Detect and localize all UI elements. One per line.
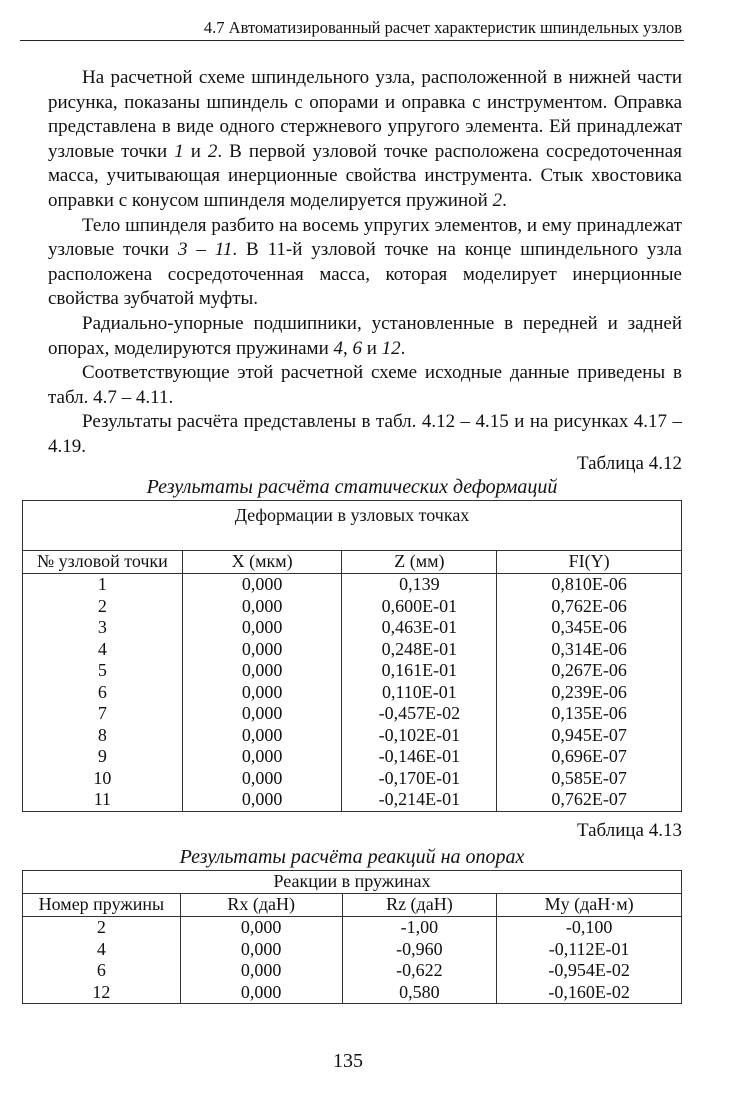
table-cell: 0,000: [182, 574, 342, 596]
table-row: [23, 768, 682, 790]
table-cell: -0,214E-01: [342, 789, 497, 811]
column-header: Номер пружины: [23, 894, 181, 917]
table-cell: 0,135E-06: [497, 703, 682, 725]
text: . В 11-й узловой точке на конце шпиндельного узла расположена сосредоточенная масса, которая моделирует инерционные свойства зубчатой муфты.: [48, 239, 682, 310]
page-number: 135: [333, 1050, 363, 1072]
table-cell: 0,267E-06: [497, 660, 682, 682]
table-cell: 0,110E-01: [342, 682, 497, 704]
table-cell: 12: [23, 982, 181, 1004]
paragraph: [48, 361, 682, 410]
table-cell: 2: [23, 596, 183, 618]
table-cell: -0,457E-02: [342, 703, 497, 725]
text: . В первой узловой точке расположена сосредоточенная масса, учитывающая инерционные свойства инструмента. Стык хвостовика оправки с конусом шпинделя моделируется пружиной: [48, 140, 682, 211]
text: Результаты расчёта представлены в табл. 4.12 – 4.15 и на рисунках 4.17 – 4.19.: [48, 411, 682, 457]
table-row: [23, 982, 682, 1004]
column-header: Rz (даН): [342, 894, 497, 917]
body-text: [48, 66, 682, 460]
table-row: [23, 917, 682, 939]
text: Соответствующие этой расчетной схеме исходные данные приведены в табл. 4.7 – 4.11.: [48, 362, 682, 408]
table-row: [23, 789, 682, 811]
table-cell: -0,170E-01: [342, 768, 497, 790]
table-cell: 4: [23, 939, 181, 961]
table-cell: -0,112E-01: [497, 939, 682, 961]
table-cell: 0,161E-01: [342, 660, 497, 682]
column-header: Z (мм): [342, 551, 497, 574]
table-cell: 0,000: [180, 960, 342, 982]
table-row: [23, 960, 682, 982]
table-row: [23, 703, 682, 725]
table-cell: 10: [23, 768, 183, 790]
table-cell: 7: [23, 703, 183, 725]
column-header: My (даН·м): [497, 894, 682, 917]
node-ref: 3 – 11: [177, 239, 233, 261]
table-cell: 0,314E-06: [497, 639, 682, 661]
spring-ref: 12: [381, 337, 401, 359]
table-cell: 0,600E-01: [342, 596, 497, 618]
text: Радиально-упорные подшипники, установленные в передней и задней опорах, моделируются пружинами: [48, 312, 682, 359]
running-header: 4.7 Автоматизированный расчет характеристик шпиндельных узлов: [203, 18, 682, 37]
table-cell: 0,000: [182, 682, 342, 704]
paragraph: [48, 66, 682, 214]
group-header: Реакции в пружинах: [23, 871, 682, 894]
paragraph: [48, 312, 682, 361]
table-cell: 0,000: [182, 789, 342, 811]
table-label: Таблица 4.13: [576, 820, 682, 841]
table-row: [23, 596, 682, 618]
table-cell: 5: [23, 660, 183, 682]
group-header: Деформации в узловых точках: [23, 501, 682, 551]
header-rule: [20, 40, 684, 41]
spring-ref: 6: [352, 337, 362, 359]
text: и: [361, 337, 382, 359]
table-cell: 0,000: [182, 660, 342, 682]
deformations-table: [22, 500, 682, 812]
table-cell: 11: [23, 789, 183, 811]
table-cell: 0,000: [182, 703, 342, 725]
column-header: Rx (даН): [180, 894, 342, 917]
table-row: [23, 617, 682, 639]
table-cell: -0,960: [342, 939, 497, 961]
table-cell: 0,000: [182, 596, 342, 618]
table-row: [23, 746, 682, 768]
table-cell: 0,580: [342, 982, 497, 1004]
text: На расчетной схеме шпиндельного узла, расположенной в нижней части рисунка, показаны шпиндель с опорами и оправка с инструментом. Оправка представлена в виде одного стержневого упругого элемента. Ей принадлежат узловые точки: [48, 67, 682, 162]
table-cell: 0,345E-06: [497, 617, 682, 639]
text: .: [400, 337, 406, 359]
node-ref: 2: [207, 140, 218, 162]
table-cell: 0,139: [342, 574, 497, 596]
table-row: [23, 682, 682, 704]
table-cell: -0,622: [342, 960, 497, 982]
table-row: [23, 725, 682, 747]
table-row: [23, 574, 682, 596]
table-cell: 0,000: [180, 939, 342, 961]
table-cell: 0,000: [182, 768, 342, 790]
table-cell: 0,000: [182, 725, 342, 747]
table-cell: 0,239E-06: [497, 682, 682, 704]
table-cell: 4: [23, 639, 183, 661]
table-cell: 0,000: [182, 639, 342, 661]
paragraph: [48, 214, 682, 312]
text: Тело шпинделя разбито на восемь упругих элементов, и ему принадлежат узловые точки: [48, 214, 682, 261]
table-cell: 6: [23, 960, 181, 982]
table-cell: 0,585E-07: [497, 768, 682, 790]
table-cell: 0,762E-07: [497, 789, 682, 811]
table-cell: -0,954E-02: [497, 960, 682, 982]
node-ref: 1: [174, 140, 184, 162]
table-cell: 8: [23, 725, 183, 747]
table-cell: 9: [23, 746, 183, 768]
table-caption: Результаты расчёта реакций на опорах: [179, 846, 525, 868]
reactions-table: [22, 870, 682, 1004]
table-cell: 0,000: [180, 982, 342, 1004]
table-cell: 0,762E-06: [497, 596, 682, 618]
column-header: X (мкм): [182, 551, 342, 574]
table-cell: -0,160E-02: [497, 982, 682, 1004]
table-cell: 1: [23, 574, 183, 596]
column-header: № узловой точки: [23, 551, 183, 574]
table-cell: 0,000: [182, 617, 342, 639]
column-header: FI(Y): [497, 551, 682, 574]
table-cell: -0,100: [497, 917, 682, 939]
table-cell: 2: [23, 917, 181, 939]
table-cell: 0,810E-06: [497, 574, 682, 596]
table-cell: 0,945E-07: [497, 725, 682, 747]
table-cell: 0,248E-01: [342, 639, 497, 661]
table-caption: Результаты расчёта статических деформаций: [146, 476, 558, 498]
text: .: [502, 189, 507, 211]
table-cell: 6: [23, 682, 183, 704]
table-cell: 0,000: [180, 917, 342, 939]
table-label: Таблица 4.12: [576, 453, 682, 474]
text: ,: [342, 337, 353, 359]
table-cell: 3: [23, 617, 183, 639]
table-cell: 0,000: [182, 746, 342, 768]
spring-ref: 2: [492, 189, 503, 211]
spring-ref: 4: [333, 337, 343, 359]
table-cell: -1,00: [342, 917, 497, 939]
table-cell: -0,102E-01: [342, 725, 497, 747]
table-row: [23, 660, 682, 682]
text: и: [183, 140, 208, 162]
table-row: [23, 939, 682, 961]
table-cell: -0,146E-01: [342, 746, 497, 768]
table-cell: 0,696E-07: [497, 746, 682, 768]
table-row: [23, 639, 682, 661]
table-cell: 0,463E-01: [342, 617, 497, 639]
